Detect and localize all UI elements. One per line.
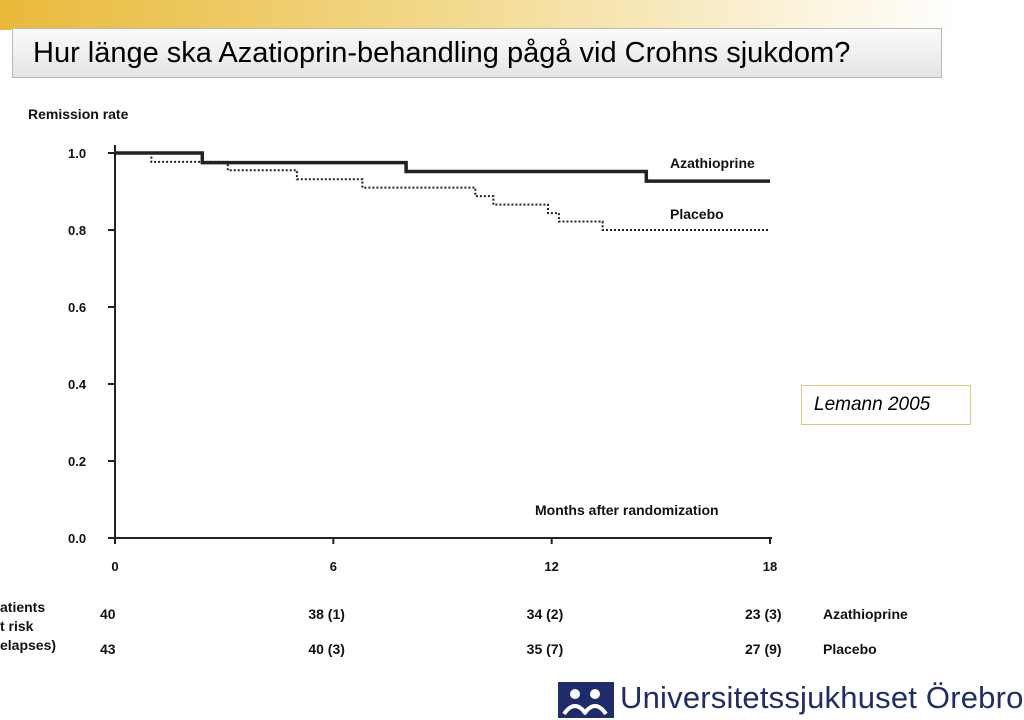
series-label-azathioprine: Azathioprine bbox=[670, 155, 755, 172]
risk-count-azathioprine: 23 (3) bbox=[745, 606, 782, 622]
citation-text: Lemann 2005 bbox=[814, 394, 931, 415]
risk-count-azathioprine: 34 (2) bbox=[526, 606, 564, 622]
x-tick-group bbox=[111, 538, 777, 574]
y-tick-label: 0.6 bbox=[68, 300, 87, 315]
x-tick-label: 0 bbox=[111, 559, 119, 574]
x-tick-label: 18 bbox=[762, 559, 778, 574]
risk-count-azathioprine: 38 (1) bbox=[308, 606, 345, 622]
risk-count-placebo: 43 bbox=[100, 641, 116, 657]
risk-count-placebo: 40 (3) bbox=[308, 641, 345, 657]
y-tick-group bbox=[68, 146, 115, 546]
y-tick-label: 0.2 bbox=[68, 454, 87, 469]
top-accent-strip bbox=[0, 0, 960, 30]
risk-count-placebo: 27 (9) bbox=[745, 641, 782, 657]
risk-table bbox=[0, 599, 908, 657]
x-axis-label: Months after randomization bbox=[535, 502, 719, 518]
risk-count-placebo: 35 (7) bbox=[526, 641, 564, 657]
footer-logo-bar bbox=[556, 680, 1024, 720]
citation-box bbox=[801, 385, 971, 425]
hospital-name: Universitetssjukhuset Örebro bbox=[620, 680, 1024, 715]
risk-row-label: t risk bbox=[0, 618, 34, 634]
risk-row-label: atients bbox=[0, 599, 46, 615]
risk-group-label: Placebo bbox=[823, 641, 877, 657]
risk-row-label: elapses) bbox=[0, 637, 57, 653]
survival-curves bbox=[115, 153, 770, 230]
slide-title: Hur länge ska Azatioprin-behandling pågå vid Crohns sjukdom? bbox=[33, 37, 851, 69]
x-tick-label: 6 bbox=[329, 559, 337, 574]
y-tick-label: 0.4 bbox=[68, 377, 87, 392]
y-tick-label: 0.0 bbox=[68, 531, 87, 546]
title-box bbox=[12, 28, 942, 78]
risk-count-azathioprine: 40 bbox=[100, 606, 116, 622]
y-tick-label: 1.0 bbox=[68, 146, 87, 161]
hospital-logo-icon bbox=[558, 682, 614, 718]
y-axis-label: Remission rate bbox=[28, 106, 129, 122]
y-tick-label: 0.8 bbox=[68, 223, 87, 238]
series-label-placebo: Placebo bbox=[670, 206, 724, 222]
risk-group-label: Azathioprine bbox=[823, 606, 908, 622]
kaplan-meier-chart bbox=[0, 90, 960, 670]
x-tick-label: 12 bbox=[544, 559, 559, 574]
